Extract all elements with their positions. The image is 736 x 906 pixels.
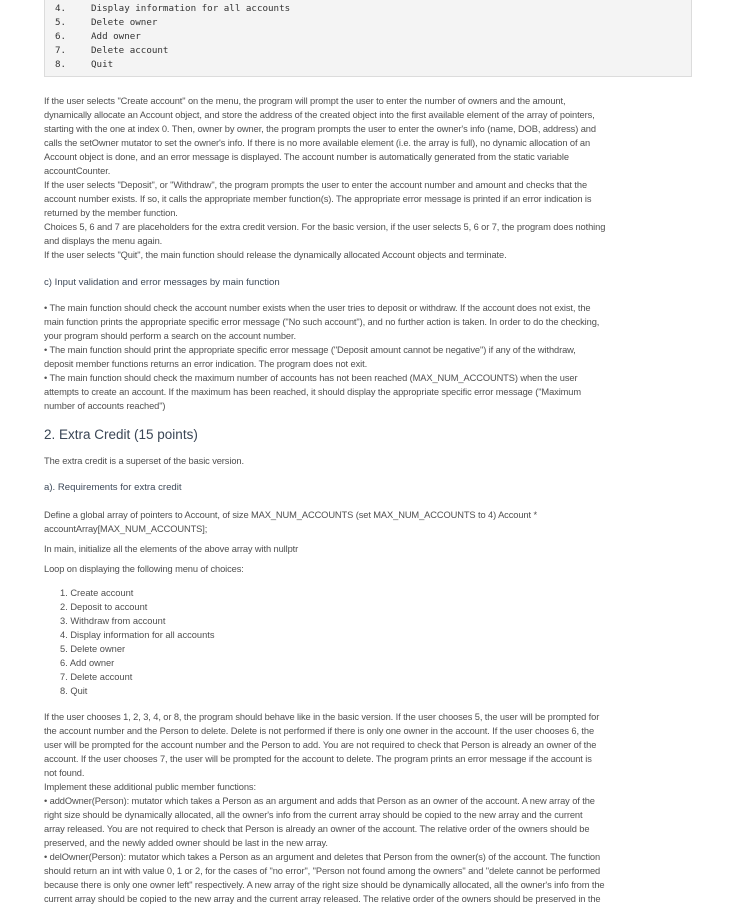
input-validation-body [44,301,692,413]
extra-credit-menu [44,586,692,698]
paragraph-line: Choices 5, 6 and 7 are placeholders for the extra credit version. For the basic version, if the user selects 5, 6 or 7, the program does nothing [44,222,606,232]
paragraph-line: account. If the user chooses 7, the user will be prompted for the account to delete. The program prints an error message if the account is [44,754,592,764]
code-line [55,16,691,30]
init-line: In main, initialize all the elements of the above array with nullptr [44,544,299,554]
extra-credit-title: 2. Extra Credit (15 points) [44,427,198,442]
paragraph-line: Implement these additional public member functions: [44,782,256,792]
paragraph-line: starting with the one at index 0. Then, owner by owner, the program prompts the user to enter the owner's info (name, DOB, address) and [44,124,596,134]
paragraph-line: should return an int with value 0, 1 or 2, for the cases of "no error", "Person not found among the owners" and "delete cannot be performed [44,866,601,876]
paragraph-line: attempts to create an account. If the maximum has been reached, it should display the appropriate specific error message ("Maximum [44,387,582,397]
paragraph-line: current array should be copied to the new array and the current array released. The relative order of the owners should be preserved in the [44,894,601,904]
code-line-number: 4. [55,3,67,14]
menu-item: 1. Create account [60,588,134,598]
paragraph-line: because there is only one owner left" respectively. A new array of the right size should be dynamically allocated, all the owner's info from the [44,880,605,890]
extra-credit-intro: The extra credit is a superset of the basic version. [44,456,244,466]
paragraph-line: main function prints the appropriate specific error message ("No such account"), and no further action is taken. In order to do the checking, [44,317,600,327]
paragraph-line: Define a global array of pointers to Account, of size MAX_NUM_ACCOUNTS (set MAX_NUM_ACCOUNTS to 4) Account * [44,510,537,520]
paragraph-line: dynamically allocate an Account object, and store the address of the created object into the first available element of the array of pointers, [44,110,595,120]
extra-credit-behavior [44,710,692,906]
paragraph-line: number of accounts reached") [44,401,166,411]
paragraph-line: If the user selects "Deposit", or "Withdraw", the program prompts the user to enter the account number and amount and checks that the [44,180,588,190]
paragraph-line: • addOwner(Person): mutator which takes a Person as an argument and adds that Person as an owner of the account. A new array of the [44,796,595,806]
paragraph-line: right size should be dynamically allocated, all the owner's info from the current array should be copied to the new array and the current [44,810,583,820]
document-page [44,0,692,906]
code-block-menu [44,0,692,77]
loop-line: Loop on displaying the following menu of choices: [44,564,244,574]
menu-item: 6. Add owner [60,658,115,668]
paragraph-line: the account number and the Person to delete. Delete is not performed if there is only one owner in the account. If the user chooses 6, the [44,726,595,736]
code-line [55,58,691,72]
define-global-array [44,508,692,536]
paragraph-line: calls the setOwner mutator to set the owner's info. If there is no more available element (i.e. the array is full), no dynamic allocation of an [44,138,591,148]
code-line-number: 8. [55,59,67,70]
paragraph-line: deposit member functions returns an error indication. The program does not exit. [44,359,368,369]
menu-item: 8. Quit [60,686,88,696]
paragraph-line: accountCounter. [44,166,111,176]
code-line-number: 5. [55,17,67,28]
menu-item: 3. Withdraw from account [60,616,166,626]
paragraph-line: accountArray[MAX_NUM_ACCOUNTS]; [44,524,208,534]
code-line-text: Quit [91,59,114,70]
code-line-text: Display information for all accounts [91,3,291,14]
paragraph-line: • The main function should check the maximum number of accounts has not been reached (MAX_NUM_ACCOUNTS) when the user [44,373,578,383]
paragraph-line: preserved, and the newly added owner should be last in the new array. [44,838,328,848]
code-line [55,44,691,58]
menu-item: 7. Delete account [60,672,133,682]
paragraph-line: account number exists. If so, it calls the appropriate member function(s). The appropriate error message is printed if an error indication is [44,194,592,204]
paragraph-line: If the user chooses 1, 2, 3, 4, or 8, the program should behave like in the basic version. If the user chooses 5, the user will be prompted for [44,712,600,722]
basic-menu-description [44,94,692,262]
menu-item: 4. Display information for all accounts [60,630,215,640]
menu-item: 5. Delete owner [60,644,126,654]
requirements-heading: a). Requirements for extra credit [44,482,182,493]
code-line [55,30,691,44]
paragraph-line: • The main function should print the appropriate specific error message ("Deposit amount cannot be negative") if any of the withdraw, [44,345,576,355]
paragraph-line: user will be prompted for the account number and the Person to add. You are not required to check that Person is already an owner of the [44,740,597,750]
menu-item: 2. Deposit to account [60,602,148,612]
code-line [55,2,691,16]
paragraph-line: • delOwner(Person): mutator which takes a Person as an argument and deletes that Person from the owner(s) of the account. The function [44,852,601,862]
paragraph-line: If the user selects "Create account" on the menu, the program will prompt the user to enter the number of owners and the amount, [44,96,566,106]
paragraph-line: If the user selects "Quit", the main function should release the dynamically allocated Account objects and terminate. [44,250,507,260]
paragraph-line: and displays the menu again. [44,236,163,246]
code-line-text: Delete account [91,45,169,56]
paragraph-line: array released. You are not required to check that Person is already an owner of the account. The relative order of the owners should be [44,824,590,834]
input-validation-heading: c) Input validation and error messages by main function [44,277,280,288]
code-line-text: Delete owner [91,17,158,28]
paragraph-line: Account object is done, and an error message is displayed. The account number is automatically generated from the static variable [44,152,569,162]
paragraph-line: • The main function should check the account number exists when the user tries to deposit or withdraw. If the account does not exist, the [44,303,591,313]
code-line-text: Add owner [91,31,141,42]
paragraph-line: your program should perform a search on the account number. [44,331,296,341]
paragraph-line: not found. [44,768,85,778]
code-line-number: 6. [55,31,67,42]
code-line-number: 7. [55,45,67,56]
paragraph-line: returned by the member function. [44,208,178,218]
